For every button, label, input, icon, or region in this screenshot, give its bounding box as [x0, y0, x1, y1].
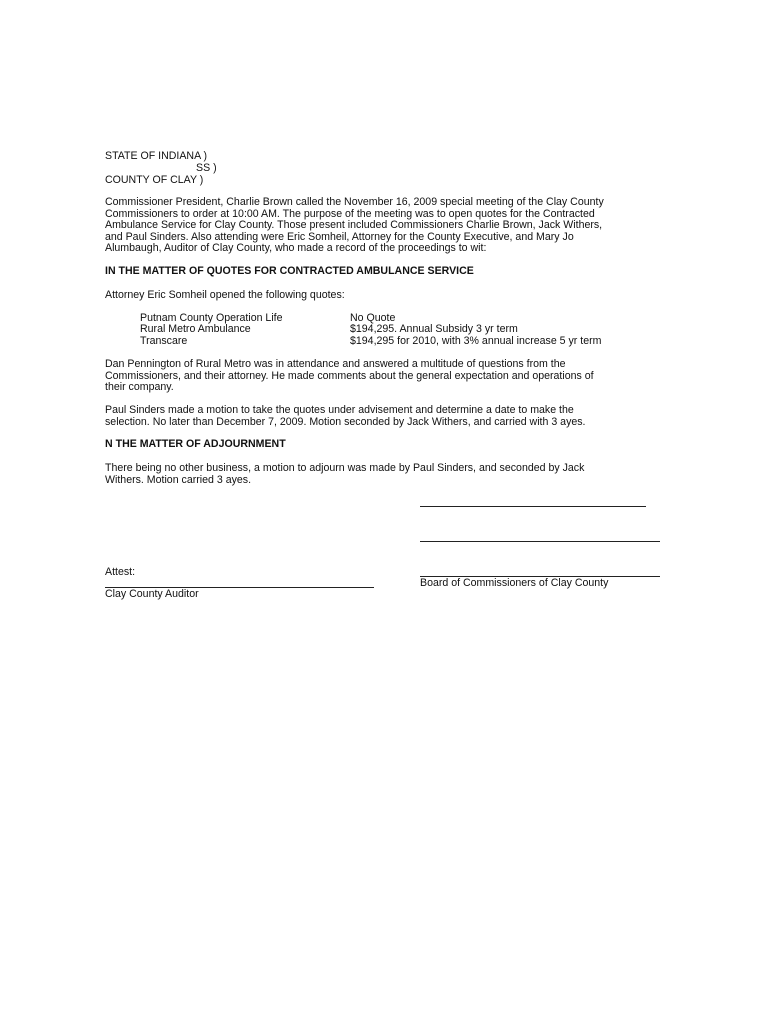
- intro-line: Commissioner President, Charlie Brown called the November 16, 2009 special meeting of the Clay County: [105, 196, 604, 208]
- auditor-label: Clay County Auditor: [105, 588, 199, 600]
- quote-value: $194,295 for 2010, with 3% annual increase 5 yr term: [350, 335, 602, 347]
- adjourn-paragraph: [105, 463, 661, 486]
- intro-line: Commissioners to order at 10:00 AM. The purpose of the meeting was to open quotes for the Contracted: [105, 207, 595, 220]
- quote-company: Putnam County Operation Life: [140, 312, 283, 324]
- motion-line: Paul Sinders made a motion to take the quotes under advisement and determine a date to make the: [105, 404, 574, 416]
- quotes-intro: Attorney Eric Somheil opened the following quotes:: [105, 289, 345, 301]
- discussion-paragraph: [105, 359, 661, 394]
- discussion-line: Commissioners, and their attorney. He made comments about the general expectation and operations of: [105, 369, 594, 382]
- quote-value: No Quote: [350, 312, 396, 324]
- state-line: STATE OF INDIANA ): [105, 150, 208, 162]
- attest-label: Attest:: [105, 566, 136, 578]
- section-heading-adjournment: N THE MATTER OF ADJOURNMENT: [105, 438, 286, 450]
- signature-line: [420, 541, 660, 542]
- motion-line: selection. No later than December 7, 2009. Motion seconded by Jack Withers, and carried with 3 ayes.: [105, 415, 586, 428]
- adjourn-line: There being no other business, a motion to adjourn was made by Paul Sinders, and seconded by Jack: [105, 462, 585, 474]
- quote-company: Rural Metro Ambulance: [140, 323, 251, 335]
- intro-line: Alumbaugh, Auditor of Clay County, who made a record of the proceedings to wit:: [105, 242, 487, 255]
- discussion-line: their company.: [105, 381, 174, 394]
- intro-line: and Paul Sinders. Also attending were Eric Somheil, Attorney for the County Executive, and Mary Jo: [105, 230, 574, 243]
- intro-paragraph: [105, 197, 661, 255]
- quote-company: Transcare: [140, 335, 188, 347]
- signature-line: [420, 506, 646, 507]
- discussion-line: Dan Pennington of Rural Metro was in attendance and answered a multitude of questions from the: [105, 358, 566, 370]
- adjourn-line: Withers. Motion carried 3 ayes.: [105, 473, 252, 486]
- county-line: COUNTY OF CLAY ): [105, 174, 204, 186]
- intro-line: Ambulance Service for Clay County. Those present included Commissioners Charlie Brown, Jack Withers,: [105, 219, 603, 232]
- ss-line: SS ): [196, 162, 217, 174]
- quote-value: $194,295. Annual Subsidy 3 yr term: [350, 323, 518, 335]
- section-heading-quotes: IN THE MATTER OF QUOTES FOR CONTRACTED AMBULANCE SERVICE: [105, 265, 474, 277]
- board-label: Board of Commissioners of Clay County: [420, 577, 609, 589]
- motion-paragraph: [105, 405, 661, 428]
